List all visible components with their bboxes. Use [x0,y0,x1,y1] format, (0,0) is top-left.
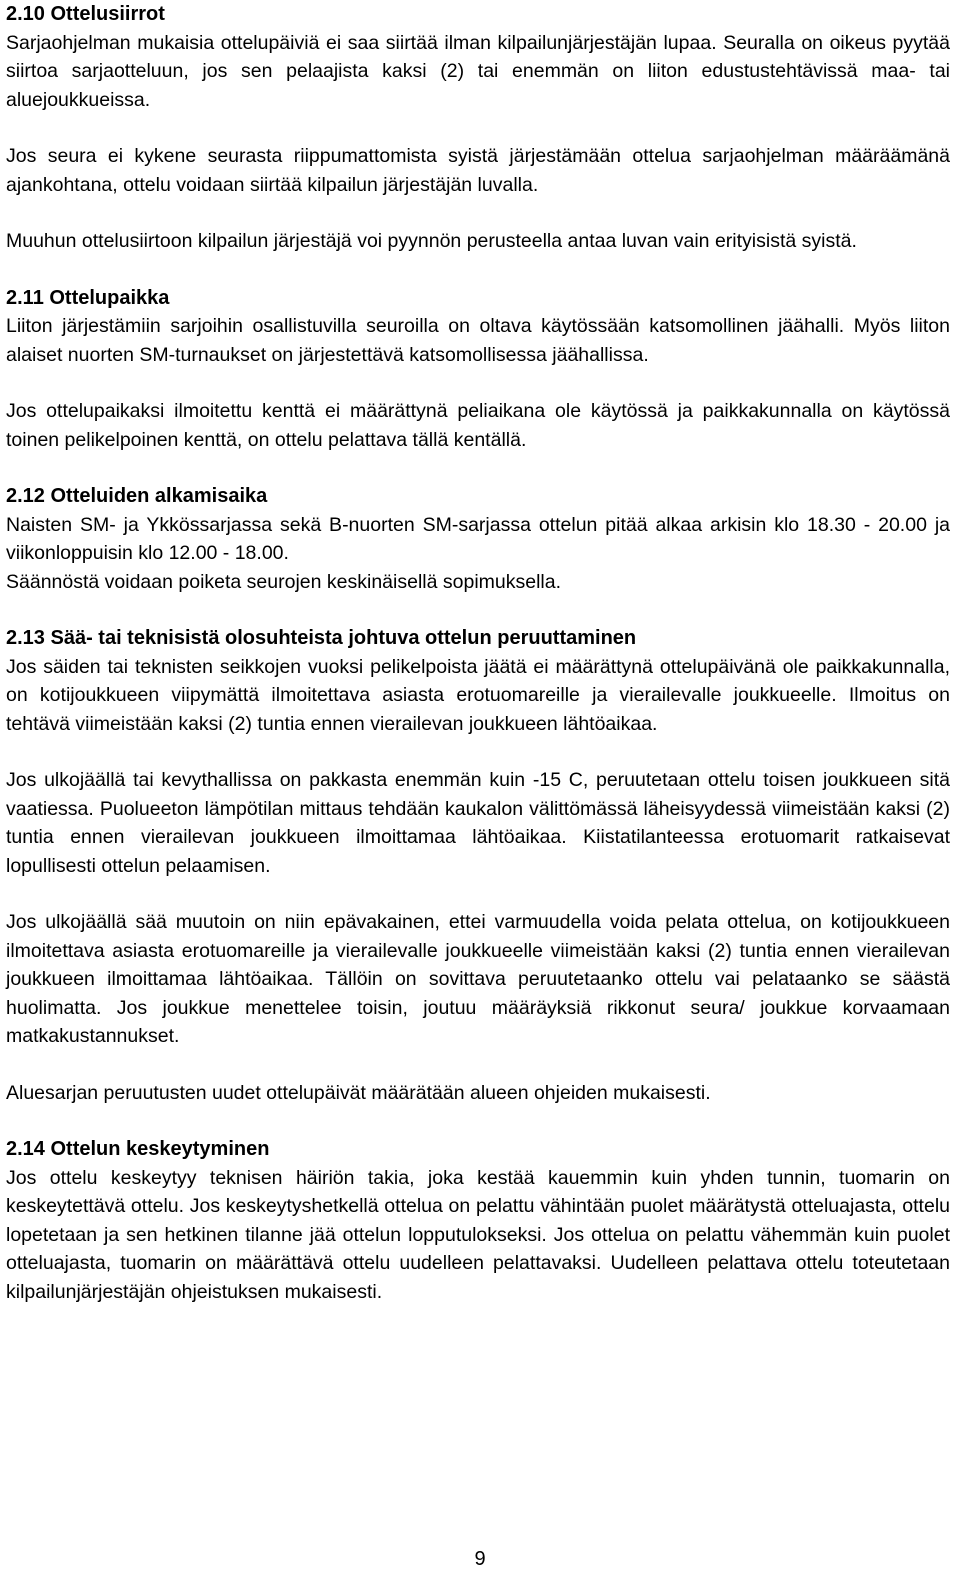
section-heading: 2.14 Ottelun keskeytyminen [6,1138,270,1160]
paragraph: Jos ulkojäällä sää muutoin on niin epävakainen, ettei varmuudella voida pelata ottelua, on kotijoukkueen ilmoitettava asiasta erotuomareille ja vierailevalle joukkueelle viimeistään kaksi (2) tuntia ennen vierailevan joukkueen ilmoittamaa lähtöaikaa. Tällöin on sovittava peruutetaanko ottelu vai pelataanko se säästä huolimatta. Jos joukkue menettelee toisin, joutuu määräyksiä rikkonut seura/ joukkue korvaamaan matkakustannukset. [6,911,950,1047]
section-heading: 2.11 Ottelupaikka [6,286,170,309]
section-heading: 2.13 Sää- tai teknisistä olosuhteista johtuva ottelun peruuttaminen [6,627,637,649]
section-heading: 2.12 Otteluiden alkamisaika [6,485,268,507]
section-alkamisaika [6,482,950,596]
section-ottelupaikka [6,284,950,455]
section-peruuttaminen [6,624,950,1107]
paragraph: Jos ottelu keskeytyy teknisen häiriön takia, joka kestää kauemmin kuin yhden tunnin, tuomarin on keskeytettävä ottelu. Jos keskeytyshetkellä ottelua on pelattu vähintään puolet määrätystä otteluajasta, ottelu lopetetaan ja sen hetkinen tilanne jää ottelun lopputulokseksi. Jos ottelua on pelattu vähemmän kuin puolet otteluajasta, tuomarin on määrättävä ottelu uudelleen pelattavaksi. Uudelleen pelattava ottelu toteutetaan kilpailunjärjestäjän ohjeistuksen mukaisesti. [6,1166,950,1303]
paragraph: Jos seura ei kykene seurasta riippumattomista syistä järjestämään ottelua sarjaohjelman määräämänä ajankohtana, ottelu voidaan siirtää kilpailun järjestäjän luvalla. [6,145,950,196]
page-number: 9 [474,1548,486,1570]
section-keskeytyminen [6,1135,950,1306]
paragraph: Liiton järjestämiin sarjoihin osallistuvilla seuroilla on oltava käytössään katsomollinen jäähalli. Myös liiton alaiset nuorten SM-turnaukset on järjestettävä katsomollisessa jäähallissa. [6,315,950,366]
paragraph: Jos ottelupaikaksi ilmoitettu kenttä ei määrättynä peliaikana ole käytössä ja paikkakunnalla on käytössä toinen pelikelpoinen kenttä, on ottelu pelattava tällä kentällä. [6,400,950,451]
document-page [6,0,950,1306]
paragraph: Jos ulkojäällä tai kevythallissa on pakkasta enemmän kuin -15 C, peruutetaan ottelu toisen joukkueen sitä vaatiessa. Puolueeton lämpötilan mittaus tehdään kaukalon välittömässä läheisyydessä viimeistään kaksi (2) tuntia ennen vierailevan joukkueen ilmoittamaa lähtöaikaa. Kiistatilanteessa erotuomarit ratkaisevat lopullisesti ottelun pelaamisen. [6,769,950,877]
section-heading: 2.10 Ottelusiirrot [6,3,165,25]
paragraph: Sarjaohjelman mukaisia ottelupäiviä ei saa siirtää ilman kilpailunjärjestäjän lupaa. Seuralla on oikeus pyytää siirtoa sarjaotteluun, jos sen pelaajista kaksi (2) tai enemmän on liiton edustustehtävissä maa- tai aluejoukkueissa. [6,31,950,111]
paragraph: Säännöstä voidaan poiketa seurojen keskinäisellä sopimuksella. [6,570,562,593]
paragraph: Aluesarjan peruutusten uudet ottelupäivät määrätään alueen ohjeiden mukaisesti. [6,1081,711,1104]
paragraph: Naisten SM- ja Ykkössarjassa sekä B-nuorten SM-sarjassa ottelun pitää alkaa arkisin klo 18.30 - 20.00 ja viikonloppuisin klo 12.00 - 18.00. [6,513,950,564]
paragraph: Jos säiden tai teknisten seikkojen vuoksi pelikelpoista jäätä ei määrättynä ottelupäivänä ole paikkakunnalla, on kotijoukkueen viipymättä ilmoitettava asiasta erotuomareille ja vierailevalle joukkueelle. Ilmoitus on tehtävä viimeistään kaksi (2) tuntia ennen vierailevan joukkueen lähtöaikaa. [6,655,950,735]
paragraph: Muuhun ottelusiirtoon kilpailun järjestäjä voi pyynnön perusteella antaa luvan vain erityisistä syistä. [6,230,857,252]
section-ottelusiirrot [6,0,950,256]
